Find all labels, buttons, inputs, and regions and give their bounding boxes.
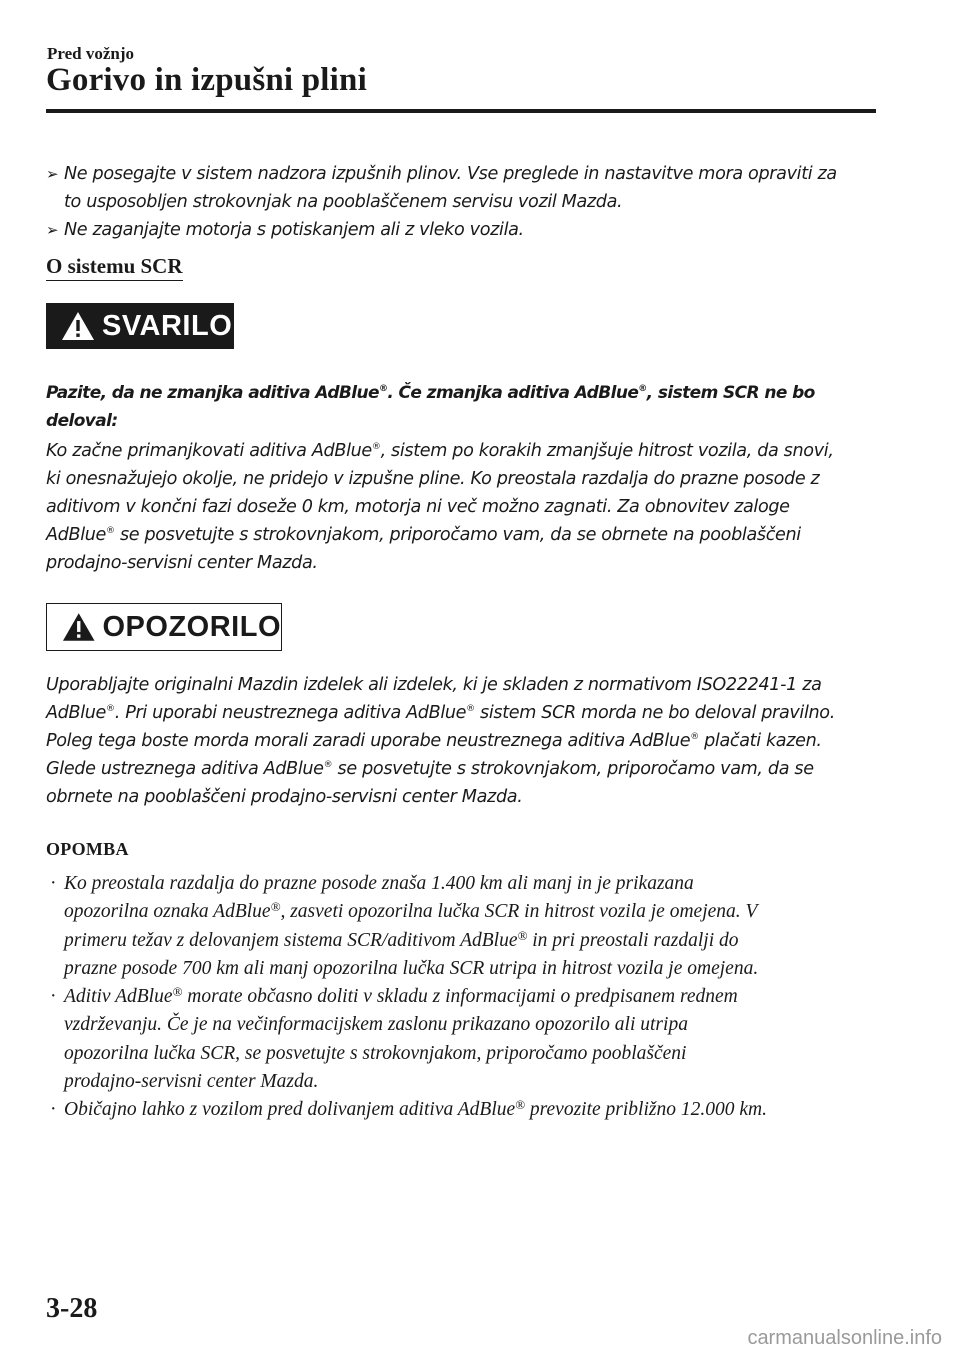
text-line: Ne zaganjajte motorja s potiskanjem ali z vleko vozila. (64, 220, 524, 240)
warning-triangle-icon (61, 611, 97, 643)
text-line: opozorilna oznaka AdBlue®, zasveti opozorilna lučka SCR in hitrost vozila je omejena. V (64, 899, 758, 923)
text-line: obrnete na pooblaščeni prodajno-servisni center Mazda. (46, 787, 523, 807)
text-line: Uporabljajte originalni Mazdin izdelek ali izdelek, ki je skladen z normativom ISO22241-1 za (46, 675, 822, 695)
text-line: Aditiv AdBlue® morate občasno doliti v skladu z informacijami o predpisanem rednem (64, 984, 738, 1008)
svarilo-text (46, 437, 876, 577)
svarilo-label: SVARILO (102, 309, 233, 342)
text-line: aditivom v končni fazi doseže 0 km, motorja ni več možno zagnati. Za obnovitev zaloge (46, 497, 790, 517)
text-line: to usposobljen strokovnjak na pooblaščenem servisu vozil Mazda. (64, 192, 623, 212)
svarilo-badge (46, 303, 234, 349)
text-line: AdBlue®. Pri uporabi neustreznega aditiva AdBlue® sistem SCR morda ne bo deloval pravilno. (46, 703, 835, 723)
text-line: Običajno lahko z vozilom pred dolivanjem aditiva AdBlue® prevozite približno 12.000 km. (64, 1097, 767, 1121)
warning-triangle-icon (60, 310, 96, 342)
text-line: opozorilna lučka SCR, se posvetujte s strokovnjakom, priporočamo pooblaščeni (64, 1042, 687, 1064)
text-line: Ko začne primanjkovati aditiva AdBlue®, sistem po korakih zmanjšuje hitrost vozila, da snovi, (46, 441, 834, 461)
text-line: Poleg tega boste morda morali zaradi uporabe neustreznega aditiva AdBlue® plačati kazen. (46, 731, 822, 751)
text-line: vzdrževanju. Če je na večinformacijskem zaslonu prikazano opozorilo ali utripa (64, 1014, 688, 1036)
content (46, 160, 876, 1125)
text-line: Ko preostala razdalja do prazne posode znaša 1.400 km ali manj in je prikazana (64, 873, 694, 894)
note-item (46, 983, 876, 1096)
subheading-scr: O sistemu SCR (46, 254, 183, 281)
text-line: prodajno-servisni center Mazda. (64, 1071, 319, 1093)
watermark-link[interactable]: carmanualsonline.info (747, 1327, 942, 1349)
text-line: Ne posegajte v sistem nadzora izpušnih plinov. Vse preglede in nastavitve mora opraviti za (64, 164, 837, 184)
bullet-dot: · (50, 873, 57, 894)
arrow-bullet-icon: ➢ (46, 165, 59, 183)
svarilo-heading: Pazite, da ne zmanjka aditiva AdBlue®. Če zmanjka aditiva AdBlue®, sistem SCR ne bo deloval: (46, 383, 815, 431)
section-label: Pred vožnjo (47, 44, 135, 63)
bullet-dot: · (50, 1099, 57, 1121)
text-line: AdBlue® se posvetujte s strokovnjakom, priporočamo vam, da se obrnete na pooblaščeni (46, 525, 801, 545)
text-line: prazne posode 700 km ali manj opozorilna lučka SCR utripa in hitrost vozila je omejena. (64, 957, 759, 979)
text-line: prodajno-servisni center Mazda. (46, 553, 318, 573)
header-divider (46, 109, 876, 113)
text-line: primeru težav z delovanjem sistema SCR/aditivom AdBlue® in pri preostali razdalji do (64, 927, 739, 951)
note-list (46, 870, 876, 1125)
opozorilo-label: OPOZORILO (102, 610, 281, 643)
intro-bullet (46, 160, 876, 216)
opozorilo-text (46, 671, 876, 811)
note-item (46, 870, 876, 983)
note-item (46, 1096, 876, 1124)
opozorilo-badge (46, 603, 282, 651)
page-number: 3-28 (46, 1293, 98, 1324)
intro-bullet (46, 216, 876, 244)
arrow-bullet-icon: ➢ (46, 221, 59, 239)
note-heading: OPOMBA (46, 839, 129, 859)
bullet-dot: · (50, 986, 57, 1008)
text-line: ki onesnažujejo okolje, ne pridejo v izpušne pline. Ko preostala razdalja do prazne posode z (46, 469, 820, 489)
text-line: Glede ustreznega aditiva AdBlue® se posvetujte s strokovnjakom, priporočamo vam, da se (46, 759, 814, 779)
chapter-title: Gorivo in izpušni plini (46, 62, 367, 98)
